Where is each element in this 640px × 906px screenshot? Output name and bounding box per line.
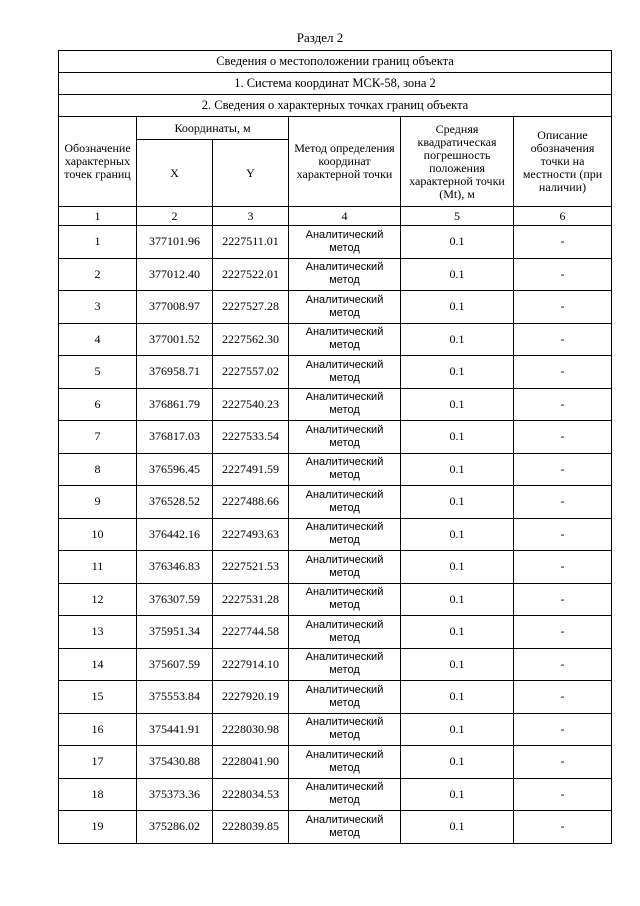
error-mt-cell: 0.1	[401, 388, 514, 421]
column-numbers-row	[59, 207, 612, 226]
method-cell: Аналитический метод	[289, 226, 401, 259]
coordinate-y-cell: 2227531.28	[213, 583, 289, 616]
description-cell: -	[514, 811, 612, 844]
coordinate-x-cell: 376307.59	[137, 583, 213, 616]
method-cell: Аналитический метод	[289, 356, 401, 389]
error-mt-cell: 0.1	[401, 518, 514, 551]
table-banner-points: 2. Сведения о характерных точках границ объекта	[59, 95, 612, 117]
method-cell: Аналитический метод	[289, 681, 401, 714]
coordinate-y-cell: 2227533.54	[213, 421, 289, 454]
point-number-cell: 4	[59, 323, 137, 356]
description-cell: -	[514, 616, 612, 649]
coordinate-y-cell: 2227744.58	[213, 616, 289, 649]
coordinate-x-cell: 375607.59	[137, 648, 213, 681]
coordinate-y-cell: 2228041.90	[213, 746, 289, 779]
method-cell: Аналитический метод	[289, 518, 401, 551]
point-number-cell: 11	[59, 551, 137, 584]
description-cell: -	[514, 226, 612, 259]
table-row	[59, 811, 612, 844]
table-row	[59, 226, 612, 259]
method-cell: Аналитический метод	[289, 583, 401, 616]
error-mt-cell: 0.1	[401, 681, 514, 714]
header-coordinates: Координаты, м	[137, 117, 289, 140]
error-mt-cell: 0.1	[401, 648, 514, 681]
description-cell: -	[514, 486, 612, 519]
column-number: 5	[401, 207, 514, 226]
point-number-cell: 6	[59, 388, 137, 421]
table-row	[59, 551, 612, 584]
method-cell: Аналитический метод	[289, 258, 401, 291]
coordinate-y-cell: 2227562.30	[213, 323, 289, 356]
method-cell: Аналитический метод	[289, 648, 401, 681]
error-mt-cell: 0.1	[401, 713, 514, 746]
coordinate-y-cell: 2227522.01	[213, 258, 289, 291]
coordinate-y-cell: 2228039.85	[213, 811, 289, 844]
error-mt-cell: 0.1	[401, 583, 514, 616]
point-number-cell: 14	[59, 648, 137, 681]
error-mt-cell: 0.1	[401, 421, 514, 454]
coordinate-y-cell: 2227488.66	[213, 486, 289, 519]
description-cell: -	[514, 518, 612, 551]
coordinate-y-cell: 2227527.28	[213, 291, 289, 324]
table-row	[59, 388, 612, 421]
coordinate-x-cell: 375430.88	[137, 746, 213, 779]
coordinate-x-cell: 377001.52	[137, 323, 213, 356]
description-cell: -	[514, 323, 612, 356]
error-mt-cell: 0.1	[401, 616, 514, 649]
description-cell: -	[514, 388, 612, 421]
coordinate-x-cell: 375286.02	[137, 811, 213, 844]
point-number-cell: 13	[59, 616, 137, 649]
error-mt-cell: 0.1	[401, 811, 514, 844]
coordinate-x-cell: 376596.45	[137, 453, 213, 486]
description-cell: -	[514, 746, 612, 779]
table-row	[59, 518, 612, 551]
point-number-cell: 7	[59, 421, 137, 454]
table-banner-coordinate-system: 1. Система координат МСК-58, зона 2	[59, 73, 612, 95]
table-row	[59, 746, 612, 779]
description-cell: -	[514, 648, 612, 681]
error-mt-cell: 0.1	[401, 323, 514, 356]
table-row	[59, 648, 612, 681]
header-designation: Обозначение характерных точек границ	[59, 117, 137, 207]
point-number-cell: 8	[59, 453, 137, 486]
method-cell: Аналитический метод	[289, 616, 401, 649]
error-mt-cell: 0.1	[401, 356, 514, 389]
coordinate-x-cell: 375553.84	[137, 681, 213, 714]
header-error: Средняя квадратическая погрешность положения характерной точки (Mt), м	[401, 117, 514, 207]
coordinate-y-cell: 2227521.53	[213, 551, 289, 584]
table-row	[59, 583, 612, 616]
table-row	[59, 323, 612, 356]
section-title: Раздел 2	[296, 30, 344, 45]
coordinate-x-cell: 377101.96	[137, 226, 213, 259]
error-mt-cell: 0.1	[401, 486, 514, 519]
description-cell: -	[514, 258, 612, 291]
coordinate-x-cell: 377012.40	[137, 258, 213, 291]
coordinate-x-cell: 375951.34	[137, 616, 213, 649]
coordinate-x-cell: 376861.79	[137, 388, 213, 421]
column-number: 4	[289, 207, 401, 226]
method-cell: Аналитический метод	[289, 323, 401, 356]
description-cell: -	[514, 583, 612, 616]
coordinate-y-cell: 2227557.02	[213, 356, 289, 389]
coordinate-x-cell: 376346.83	[137, 551, 213, 584]
coordinate-y-cell: 2227540.23	[213, 388, 289, 421]
table-row	[59, 356, 612, 389]
method-cell: Аналитический метод	[289, 811, 401, 844]
table-row	[59, 486, 612, 519]
header-description: Описание обозначения точки на местности (при наличии)	[514, 117, 612, 207]
column-number: 3	[213, 207, 289, 226]
coordinate-y-cell: 2227511.01	[213, 226, 289, 259]
coordinate-x-cell: 376817.03	[137, 421, 213, 454]
table-row	[59, 616, 612, 649]
coordinate-x-cell: 377008.97	[137, 291, 213, 324]
method-cell: Аналитический метод	[289, 778, 401, 811]
description-cell: -	[514, 356, 612, 389]
coordinate-x-cell: 376958.71	[137, 356, 213, 389]
description-cell: -	[514, 291, 612, 324]
table-banner-title: Сведения о местоположении границ объекта	[59, 51, 612, 73]
coordinate-x-cell: 375373.36	[137, 778, 213, 811]
coordinate-y-cell: 2227491.59	[213, 453, 289, 486]
column-number: 6	[514, 207, 612, 226]
method-cell: Аналитический метод	[289, 421, 401, 454]
method-cell: Аналитический метод	[289, 713, 401, 746]
point-number-cell: 3	[59, 291, 137, 324]
column-number: 1	[59, 207, 137, 226]
point-number-cell: 1	[59, 226, 137, 259]
error-mt-cell: 0.1	[401, 778, 514, 811]
point-number-cell: 9	[59, 486, 137, 519]
error-mt-cell: 0.1	[401, 226, 514, 259]
coordinate-y-cell: 2227493.63	[213, 518, 289, 551]
description-cell: -	[514, 778, 612, 811]
point-number-cell: 5	[59, 356, 137, 389]
point-number-cell: 16	[59, 713, 137, 746]
method-cell: Аналитический метод	[289, 453, 401, 486]
coordinate-x-cell: 376442.16	[137, 518, 213, 551]
description-cell: -	[514, 551, 612, 584]
coordinate-y-cell: 2228030.98	[213, 713, 289, 746]
error-mt-cell: 0.1	[401, 551, 514, 584]
coordinate-x-cell: 375441.91	[137, 713, 213, 746]
column-number: 2	[137, 207, 213, 226]
error-mt-cell: 0.1	[401, 453, 514, 486]
description-cell: -	[514, 681, 612, 714]
header-y: Y	[213, 140, 289, 207]
point-number-cell: 17	[59, 746, 137, 779]
header-method: Метод определения координат характерной точки	[289, 117, 401, 207]
header-x: X	[137, 140, 213, 207]
description-cell: -	[514, 713, 612, 746]
table-row	[59, 421, 612, 454]
point-number-cell: 15	[59, 681, 137, 714]
point-number-cell: 12	[59, 583, 137, 616]
point-number-cell: 10	[59, 518, 137, 551]
coordinate-y-cell: 2227920.19	[213, 681, 289, 714]
table-row	[59, 258, 612, 291]
error-mt-cell: 0.1	[401, 258, 514, 291]
table-row	[59, 291, 612, 324]
table-row	[59, 778, 612, 811]
method-cell: Аналитический метод	[289, 746, 401, 779]
coordinate-x-cell: 376528.52	[137, 486, 213, 519]
table-row	[59, 681, 612, 714]
error-mt-cell: 0.1	[401, 291, 514, 324]
coordinate-y-cell: 2227914.10	[213, 648, 289, 681]
error-mt-cell: 0.1	[401, 746, 514, 779]
coordinate-y-cell: 2228034.53	[213, 778, 289, 811]
description-cell: -	[514, 421, 612, 454]
method-cell: Аналитический метод	[289, 486, 401, 519]
point-number-cell: 18	[59, 778, 137, 811]
method-cell: Аналитический метод	[289, 388, 401, 421]
boundary-points-table	[58, 50, 612, 844]
point-number-cell: 2	[59, 258, 137, 291]
description-cell: -	[514, 453, 612, 486]
method-cell: Аналитический метод	[289, 551, 401, 584]
point-number-cell: 19	[59, 811, 137, 844]
table-row	[59, 453, 612, 486]
method-cell: Аналитический метод	[289, 291, 401, 324]
table-row	[59, 713, 612, 746]
